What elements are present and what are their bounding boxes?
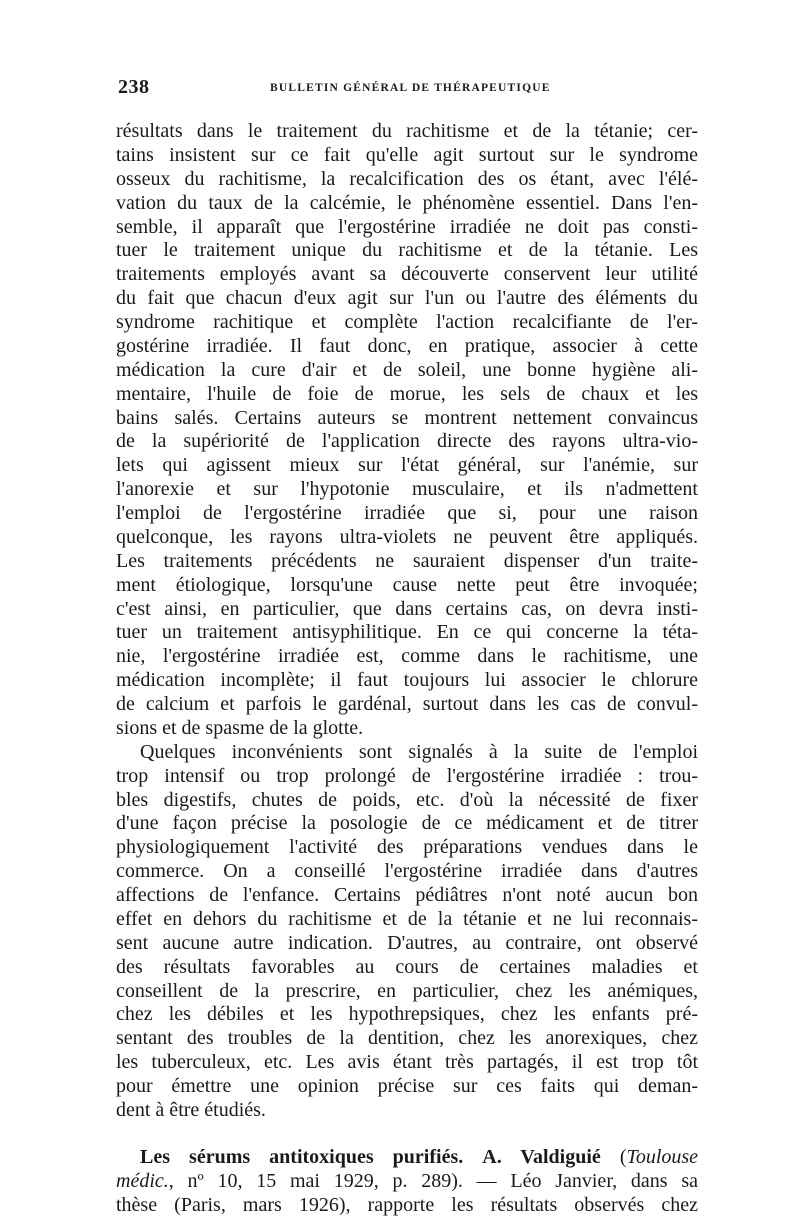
- text-line: commerce. On a conseillé l'ergostérine irradiée dans d'autres: [116, 860, 698, 883]
- text-line: conseillent de la prescrire, en particulier, chez les anémiques,: [116, 979, 698, 1002]
- text-line: tains insistent sur ce fait qu'elle agit surtout sur le syndrome: [116, 143, 698, 166]
- section-serums: [116, 1146, 698, 1218]
- page-number: 238: [118, 76, 150, 98]
- paragraph-continuation: [116, 120, 698, 741]
- section-heading-title: Les sérums antitoxiques purifiés.: [140, 1145, 464, 1168]
- text-line: semble, il apparaît que l'ergostérine irradiée ne doit pas consti-: [116, 215, 698, 238]
- source-citation-line: [116, 1170, 698, 1194]
- section-heading-author: A. Valdiguié: [482, 1145, 601, 1168]
- text-line: quelconque, les rayons ultra-violets ne peuvent être appliqués.: [116, 525, 698, 548]
- source-open-paren: (: [619, 1145, 627, 1168]
- text-line: physiologiquement l'activité des préparations vendues dans le: [116, 836, 698, 859]
- text-line: Quelques inconvénients sont signalés à la suite de l'emploi: [140, 740, 698, 763]
- text-line: bles digestifs, chutes de poids, etc. d'où la nécessité de fixer: [116, 788, 698, 811]
- text-line: nie, l'ergostérine irradiée est, comme dans le rachitisme, une: [116, 645, 698, 668]
- text-line: chez les débiles et les hypothrepsiques, chez les enfants pré-: [116, 1003, 698, 1026]
- text-line: c'est ainsi, en particulier, que dans certains cas, on devra insti-: [116, 597, 698, 620]
- text-line: gostérine irradiée. Il faut donc, en pratique, associer à cette: [116, 334, 698, 357]
- text-line: pour émettre une opinion précise sur ces faits qui deman-: [116, 1075, 698, 1097]
- text-line: l'emploi de l'ergostérine irradiée que si, pour une raison: [116, 502, 698, 524]
- text-line: médication la cure d'air et de soleil, une bonne hygiène ali-: [116, 358, 698, 381]
- text-line: l'anorexie et sur l'hypotonie musculaire, et ils n'admettent: [116, 478, 698, 501]
- text-line: effet en dehors du rachitisme et de la tétanie et ne lui reconnais-: [116, 907, 698, 930]
- text-line: osseux du rachitisme, la recalcification des os étant, avec l'élé-: [116, 167, 698, 190]
- source-journal: Toulouse: [626, 1145, 699, 1168]
- text-line: les tuberculeux, etc. Les avis étant très partagés, il est trop tôt: [116, 1051, 698, 1074]
- text-line: vation du taux de la calcémie, le phénomène essentiel. Dans l'en-: [116, 191, 698, 214]
- text-line: Les traitements précédents ne sauraient dispenser d'un traite-: [116, 549, 698, 572]
- text-line: trop intensif ou trop prolongé de l'ergostérine irradiée : trou-: [116, 764, 698, 787]
- source-details: , nº 10, 15 mai 1929, p. 289).: [168, 1169, 463, 1192]
- text-line: mentaire, l'huile de foie de morue, les sels de chaux et les: [116, 382, 698, 405]
- text-line: dent à être étudiés.: [116, 1098, 266, 1121]
- section-heading-line: [116, 1146, 698, 1170]
- body-text: [116, 120, 698, 1217]
- text-line: médication incomplète; il faut toujours lui associer le chlorure: [116, 669, 698, 692]
- source-journal-cont: médic.: [116, 1169, 169, 1192]
- text-line: syndrome rachitique et complète l'action recalcifiante de l'er-: [116, 311, 698, 333]
- text-line: sent aucune autre indication. D'autres, au contraire, ont observé: [116, 931, 698, 954]
- text-line: sentant des troubles de la dentition, chez les anorexiques, chez: [116, 1027, 698, 1050]
- text-line: résultats dans le traitement du rachitisme et de la tétanie; cer-: [116, 120, 698, 142]
- text-line: de calcium et parfois le gardénal, surtout dans les cas de convul-: [116, 693, 698, 715]
- text-line: ment étiologique, lorsqu'une cause nette peut être invoquée;: [116, 573, 698, 596]
- text-line: traitements employés avant sa découverte conservent leur utilité: [116, 263, 698, 286]
- text-line: bains salés. Certains auteurs se montrent nettement convaincus: [116, 406, 698, 429]
- text-line: sions et de spasme de la glotte.: [116, 716, 364, 739]
- paragraph-inconvenients: [116, 741, 698, 1123]
- section-gap: [116, 1123, 698, 1146]
- text-line: affections de l'enfance. Certains pédiâtres n'ont noté aucun bon: [116, 884, 698, 906]
- text-line: lets qui agissent mieux sur l'état général, sur l'anémie, sur: [116, 454, 698, 477]
- text-line: tuer le traitement unique du rachitisme et de la tétanie. Les: [116, 239, 698, 262]
- text-line: du fait que chacun d'eux agit sur l'un ou l'autre des éléments du: [116, 287, 698, 310]
- text-fragment: — Léo Janvier, dans sa: [476, 1169, 698, 1192]
- journal-title: BULLETIN GÉNÉRAL DE THÉRAPEUTIQUE: [270, 82, 551, 94]
- text-line: des résultats favorables au cours de certaines maladies et: [116, 955, 698, 978]
- text-line: tuer un traitement antisyphilitique. En ce qui concerne la téta-: [116, 621, 698, 644]
- running-head: [118, 76, 696, 100]
- text-line: d'une façon précise la posologie de ce médicament et de titrer: [116, 812, 698, 835]
- text-line: de la supériorité de l'application directe des rayons ultra-vio-: [116, 430, 698, 453]
- text-line: thèse (Paris, mars 1926), rapporte les résultats observés chez: [116, 1193, 698, 1216]
